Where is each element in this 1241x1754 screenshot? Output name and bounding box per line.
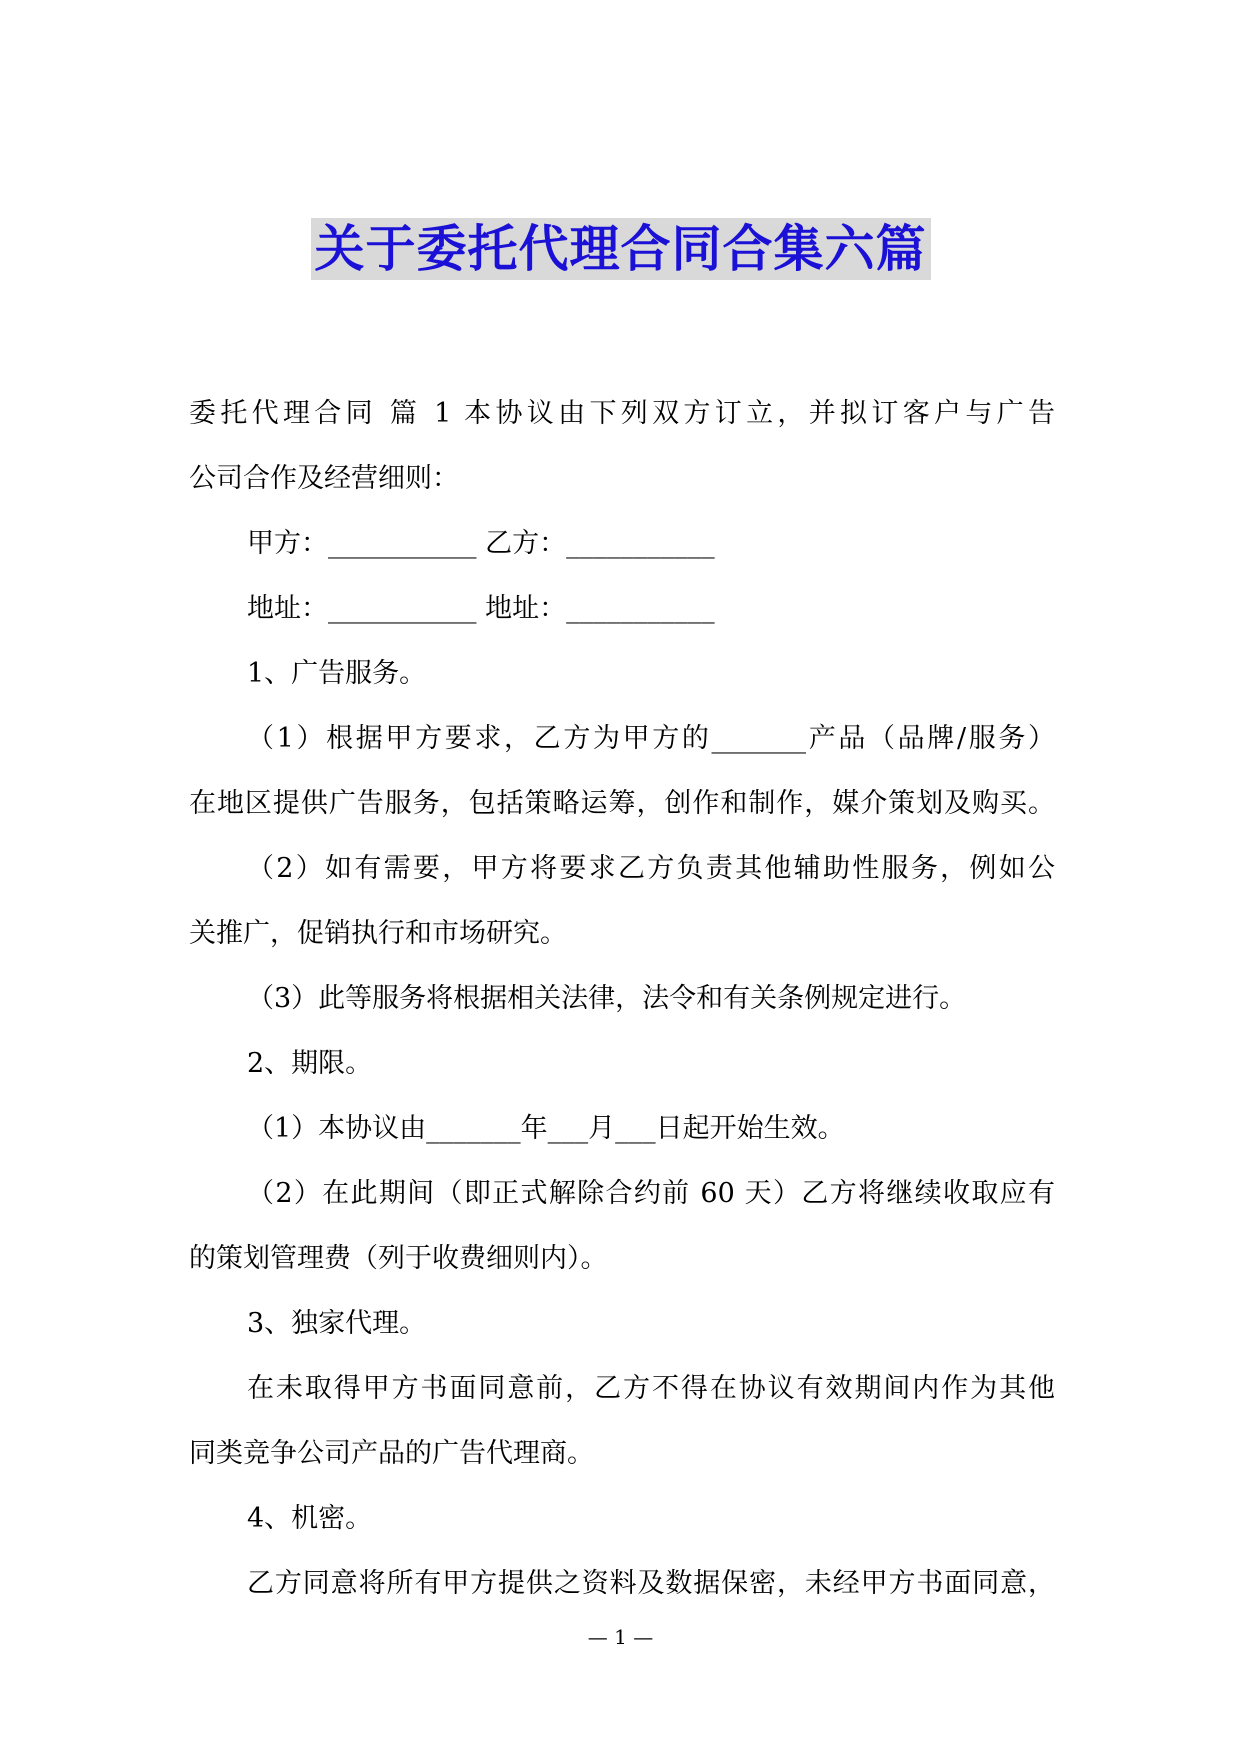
party-line: 甲方：___________ 乙方：___________ <box>247 528 715 559</box>
section-heading: 2、期限。 <box>247 1048 373 1079</box>
paragraph-line: 委托代理合同 篇 1 本协议由下列双方订立，并拟订客户与广告 <box>189 398 1055 429</box>
section-heading: 4、机密。 <box>247 1503 373 1534</box>
address-line: 地址：___________ 地址：___________ <box>247 593 715 624</box>
paragraph-line: （2）如有需要，甲方将要求乙方负责其他辅助性服务，例如公 <box>247 853 1055 884</box>
paragraph-line: 同类竞争公司产品的广告代理商。 <box>189 1438 594 1469</box>
paragraph-line: 的策划管理费（列于收费细则内）。 <box>189 1243 608 1274</box>
title-container <box>0 218 1241 280</box>
section-heading: 1、广告服务。 <box>247 658 427 689</box>
paragraph-line: 在地区提供广告服务，包括策略运筹，创作和制作，媒介策划及购买。 <box>189 788 1055 819</box>
paragraph-line: 公司合作及经营细则： <box>189 463 459 494</box>
paragraph-line: 关推广，促销执行和市场研究。 <box>189 918 567 949</box>
paragraph-line: 在未取得甲方书面同意前，乙方不得在协议有效期间内作为其他 <box>247 1373 1055 1404</box>
paragraph-line: （2）在此期间（即正式解除合约前 60 天）乙方将继续收取应有 <box>247 1178 1055 1209</box>
paragraph-line: （3）此等服务将根据相关法律，法令和有关条例规定进行。 <box>247 983 967 1014</box>
paragraph-line: （1）本协议由_______年___月___日起开始生效。 <box>247 1113 845 1144</box>
paragraph-line: （1）根据甲方要求，乙方为甲方的_______产品（品牌/服务） <box>247 723 1055 754</box>
document-body <box>189 381 1055 1616</box>
paragraph-line: 乙方同意将所有甲方提供之资料及数据保密，未经甲方书面同意， <box>247 1568 1055 1599</box>
document-title: 关于委托代理合同合集六篇 <box>311 218 931 280</box>
page-number: — 1 — <box>587 1625 654 1649</box>
section-heading: 3、独家代理。 <box>247 1308 427 1339</box>
